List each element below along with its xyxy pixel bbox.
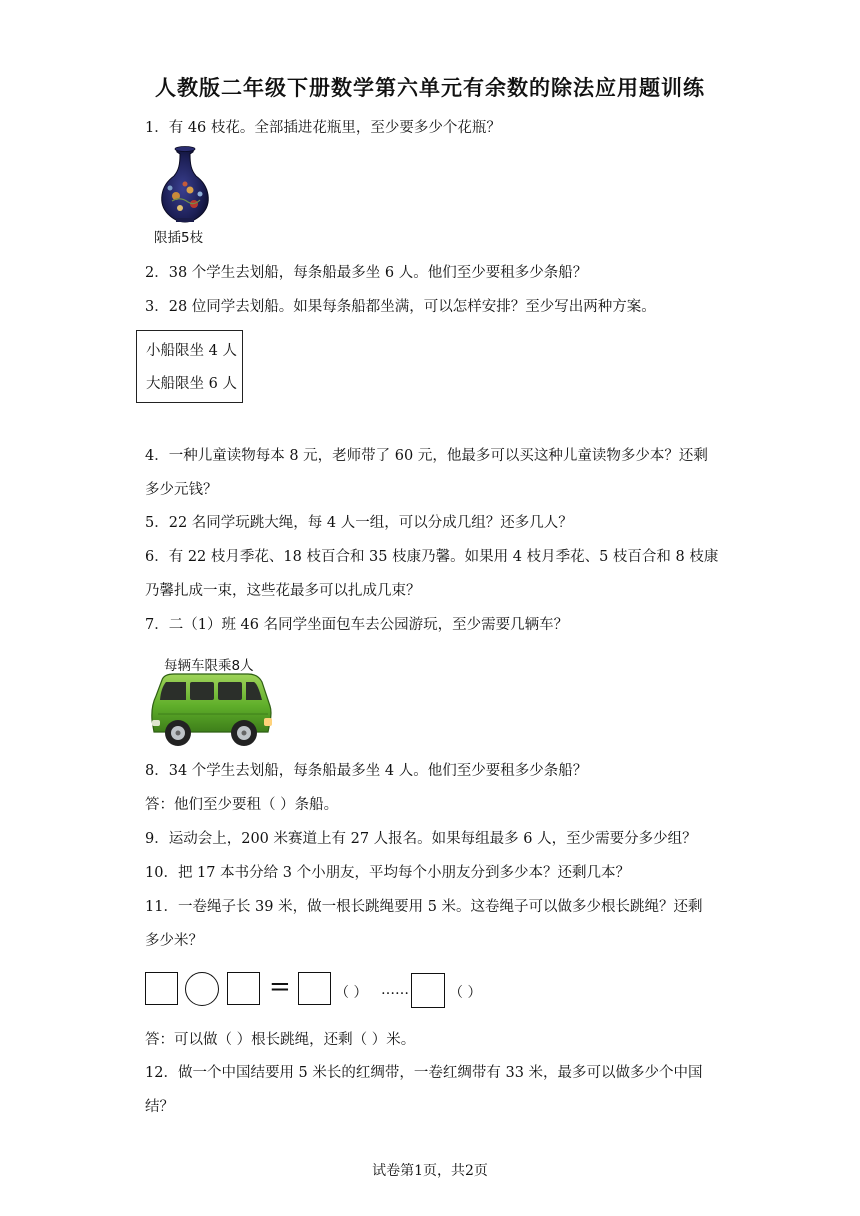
question-3: 3．28 位同学去划船。如果每条船都坐满，可以怎样安排？至少写出两种方案。 (145, 299, 656, 315)
van-label: 每辆车限乘8人 (164, 658, 254, 674)
question-5: 5．22 名同学玩跳大绳，每 4 人一组，可以分成几组？还多几人？ (145, 515, 573, 531)
remainder-unit-blank: （ ） (449, 985, 482, 1001)
question-12-line-2: 结？ (145, 1099, 174, 1115)
question-4-line-2: 多少元钱？ (145, 482, 218, 498)
quotient-box[interactable] (298, 972, 331, 1005)
question-7: 7．二（1）班 46 名同学坐面包车去公园游玩，至少需要几辆车？ (145, 617, 569, 633)
dividend-box[interactable] (145, 972, 178, 1005)
question-10: 10．把 17 本书分给 3 个小朋友，平均每个小朋友分到多少本？还剩几本？ (145, 865, 631, 881)
remainder-box[interactable] (411, 973, 445, 1008)
vase-icon (150, 146, 220, 226)
vase-label: 限插5枝 (154, 230, 204, 246)
question-2: 2．38 个学生去划船，每条船最多坐 6 人。他们至少要租多少条船？ (145, 265, 588, 281)
question-6-line-2: 乃馨扎成一束，这些花最多可以扎成几束？ (145, 583, 421, 599)
van-illustration (148, 652, 274, 748)
remainder-dots: …… (381, 982, 409, 998)
question-6-line-1: 6．有 22 枝月季花、18 枝百合和 35 枝康乃馨。如果用 4 枝月季花、5 枝百合和 8 枝康 (145, 549, 719, 565)
vase-illustration (150, 146, 220, 248)
question-11-line-1: 11．一卷绳子长 39 米，做一根长跳绳要用 5 米。这卷绳子可以做多少根长跳绳？还剩 (145, 899, 703, 915)
page-footer: 试卷第1页，共2页 (372, 1163, 488, 1179)
quotient-unit-blank: （ ） (335, 985, 368, 1001)
small-boat-limit: 小船限坐 4 人 (146, 343, 237, 359)
question-8: 8．34 个学生去划船，每条船最多坐 4 人。他们至少要租多少条船？ (145, 763, 588, 779)
operator-circle[interactable] (185, 972, 219, 1006)
question-4-line-1: 4．一种儿童读物每本 8 元，老师带了 60 元，他最多可以买这种儿童读物多少本？还剩 (145, 448, 708, 464)
question-12-line-1: 12．做一个中国结要用 5 米长的红绸带，一卷红绸带有 33 米，最多可以做多少个中国 (145, 1065, 703, 1081)
question-8-answer: 答：他们至少要租（ ）条船。 (145, 797, 339, 813)
equals-sign: = (269, 972, 291, 1002)
large-boat-limit: 大船限坐 6 人 (146, 376, 237, 392)
question-9: 9．运动会上，200 米赛道上有 27 人报名。如果每组最多 6 人，至少需要分多少组？ (145, 831, 697, 847)
question-11-line-2: 多少米？ (145, 933, 203, 949)
van-icon (148, 670, 274, 750)
divisor-box[interactable] (227, 972, 260, 1005)
question-1: 1．有 46 枝花。全部插进花瓶里，至少要多少个花瓶？ (145, 120, 501, 136)
worksheet-title: 人教版二年级下册数学第六单元有余数的除法应用题训练 (155, 75, 705, 100)
question-11-answer: 答：可以做（ ）根长跳绳，还剩（ ）米。 (145, 1032, 416, 1048)
division-equation-template (145, 970, 505, 1010)
boat-capacity-box (136, 330, 243, 403)
